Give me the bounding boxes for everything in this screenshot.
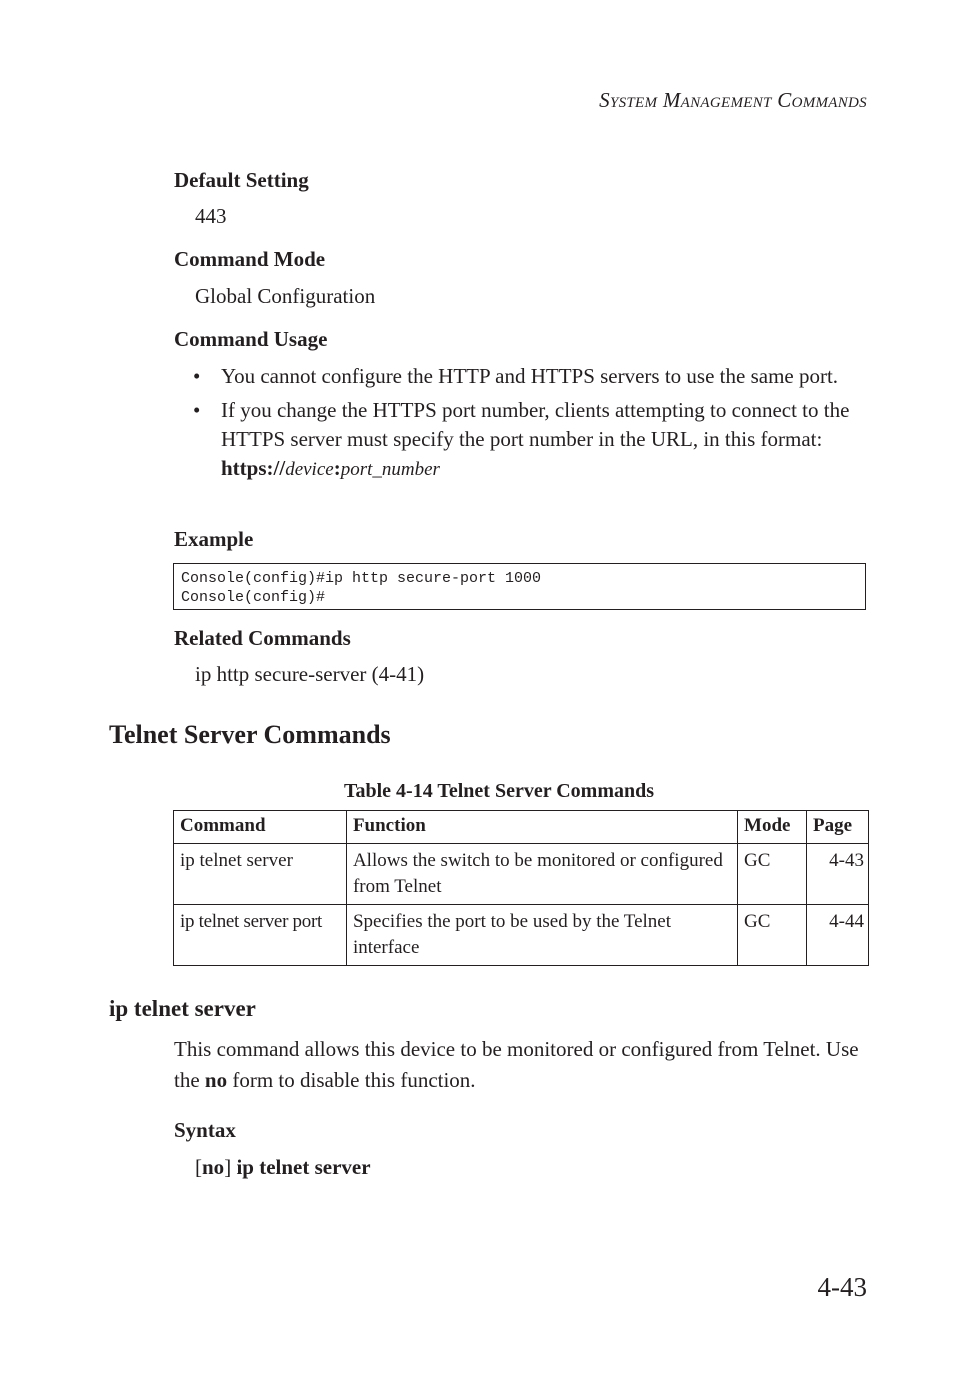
related-commands-heading: Related Commands	[174, 626, 351, 650]
syntax-bracket: ]	[224, 1155, 237, 1179]
running-header-word: YSTEM	[609, 95, 658, 111]
command-mode-value: Global Configuration	[195, 284, 376, 308]
page-number: 4-43	[817, 1272, 867, 1302]
syntax-line	[195, 1155, 371, 1180]
cell-function: Allows the switch to be monitored or configured from Telnet	[346, 844, 737, 905]
url-port: port_number	[340, 459, 440, 480]
cell-mode: GC	[738, 905, 807, 966]
example-heading: Example	[174, 527, 254, 551]
command-usage-list	[193, 362, 873, 484]
description-text: This command allows this device to be monitored or configured from Telnet. Use the	[174, 1037, 859, 1092]
column-header-mode: Mode	[738, 811, 807, 844]
command-description	[174, 1034, 864, 1096]
command-mode-heading: Command Mode	[174, 247, 326, 271]
running-header-word: ANAGEMENT	[680, 95, 772, 111]
syntax-keyword: no	[202, 1155, 225, 1179]
usage-bullet	[193, 396, 873, 484]
column-header-function: Function	[346, 811, 737, 844]
syntax-bracket: [	[195, 1155, 202, 1179]
cell-page: 4-43	[807, 844, 869, 905]
syntax-heading: Syntax	[174, 1118, 236, 1142]
cell-mode: GC	[738, 844, 807, 905]
running-header-initial: C	[777, 88, 792, 112]
running-header-initial: M	[662, 88, 681, 112]
table-row	[174, 905, 869, 966]
command-usage-heading: Command Usage	[174, 327, 328, 351]
cell-command: ip telnet server port	[174, 905, 347, 966]
table-row	[174, 844, 869, 905]
table-header-row	[174, 811, 869, 844]
running-header-word: OMMANDS	[791, 95, 867, 111]
related-commands-value: ip http secure-server (4-41)	[195, 662, 425, 686]
url-scheme: https://	[221, 456, 286, 480]
cell-command: ip telnet server	[174, 844, 347, 905]
command-title: ip telnet server	[109, 996, 256, 1021]
table-caption: Table 4-14 Telnet Server Commands	[344, 780, 655, 802]
usage-bullet-text: If you change the HTTPS port number, clients attempting to connect to the HTTPS server must specify the port number in the URL, in this format:	[221, 398, 850, 451]
usage-bullet	[193, 362, 873, 391]
column-header-page: Page	[807, 811, 869, 844]
bullet-glyph: •	[193, 398, 201, 422]
usage-bullet-text: You cannot configure the HTTP and HTTPS servers to use the same port.	[221, 364, 839, 388]
url-device: device	[285, 459, 334, 480]
column-header-command: Command	[174, 811, 347, 844]
default-setting-value: 443	[195, 204, 227, 228]
cell-function: Specifies the port to be used by the Telnet interface	[346, 905, 737, 966]
running-header-initial: S	[599, 88, 610, 112]
default-setting-heading: Default Setting	[174, 168, 309, 192]
bullet-glyph: •	[193, 364, 201, 388]
description-keyword: no	[204, 1068, 228, 1092]
example-code-block: Console(config)#ip http secure-port 1000 Console(config)#	[173, 563, 866, 610]
description-text: form to disable this function.	[227, 1068, 476, 1092]
running-header	[599, 88, 867, 113]
cell-page: 4-44	[807, 905, 869, 966]
telnet-commands-table	[173, 810, 869, 966]
section-title: Telnet Server Commands	[109, 720, 391, 749]
syntax-command: ip telnet server	[236, 1155, 371, 1179]
url-colon: :	[333, 456, 341, 480]
